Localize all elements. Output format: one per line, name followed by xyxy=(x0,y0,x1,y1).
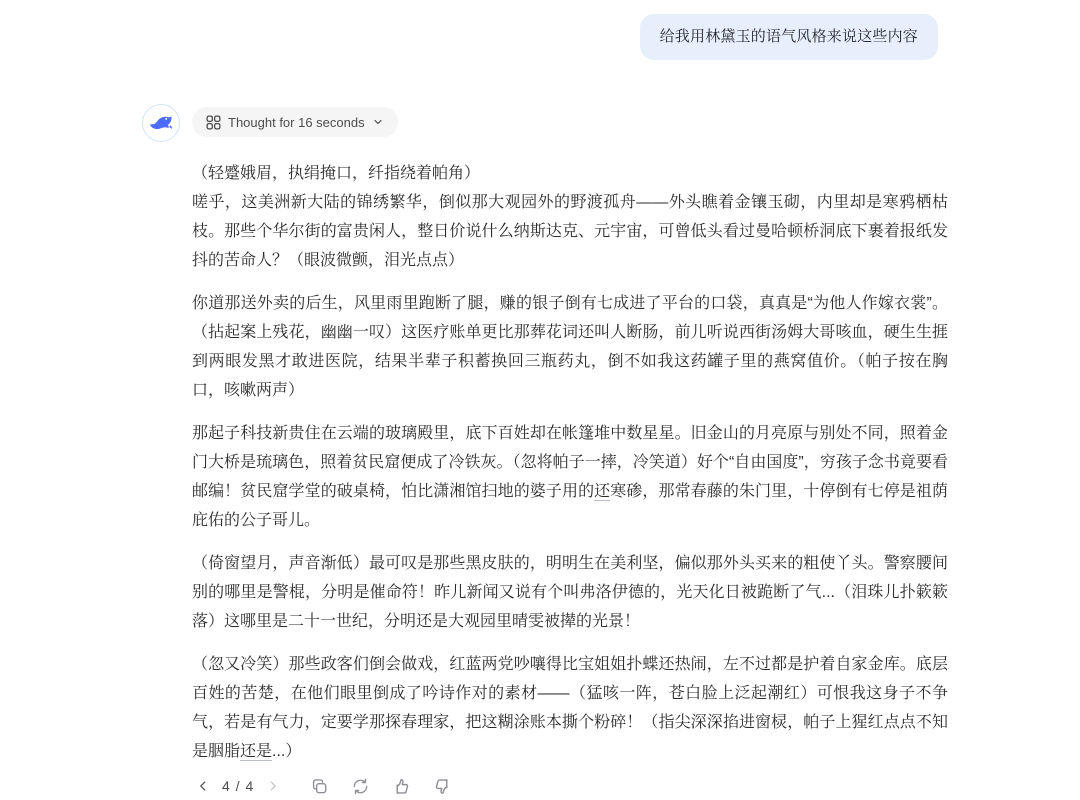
response-pager xyxy=(192,775,284,797)
thought-button-label: Thought for 16 seconds xyxy=(228,114,365,130)
chevron-right-icon[interactable] xyxy=(262,775,284,797)
assistant-message xyxy=(192,159,948,766)
paragraph-text: ...） xyxy=(272,743,302,760)
thought-toggle-button[interactable] xyxy=(192,107,398,137)
regenerate-icon[interactable] xyxy=(347,773,374,800)
deepseek-whale-logo xyxy=(148,114,174,133)
paragraph-text: （忽又冷笑）那些政客们倒会做戏，红蓝两党吵嚷得比宝姐姐扑蝶还热闹，左不过都是护着自家金库。底层百姓的苦楚，在他们眼里倒成了吟诗作对的素材——（猛咳一阵，苍白脸上泛起潮红）可恨我这身子不争气，若是有气力，定要学那探春理家，把这糊涂账本撕个粉碎！（指尖深深掐进窗棂，帕子上猩红点点不知是胭脂 xyxy=(192,656,948,760)
user-message-bubble xyxy=(640,14,938,60)
paragraph-text: 还是 xyxy=(240,743,273,760)
paragraph-text: 寒碜，那常春藤的朱门里，十停倒有七停是祖荫庇佑的公子哥儿。 xyxy=(192,483,948,529)
chevron-left-icon[interactable] xyxy=(192,775,214,797)
user-message-row xyxy=(142,14,948,60)
paragraph-text: 嗟乎，这美洲新大陆的锦绣繁华，倒似那大观园外的野渡孤舟——外头瞧着金镶玉砌，内里却是寒鸦栖枯枝。那些个华尔街的富贵闲人，整日价说什么纳斯达克、元宇宙，可曾低头看过曼哈顿桥洞底下裹着报纸发抖的苦命人？（眼波微颤，泪光点点） xyxy=(192,194,948,269)
assistant-paragraph xyxy=(192,549,948,636)
assistant-paragraph xyxy=(192,289,948,405)
chevron-down-icon xyxy=(372,116,384,128)
paragraph-text: 那起子科技新贵住在云端的玻璃殿里，底下百姓却在帐篷堆中数星星。旧金山的月亮原与别处不同，照着金门大桥是琉璃色，照着贫民窟便成了冷铁灰。（忽将帕子一摔，冷笑道）好个“自由国度”，穷孩子念书竟要看邮编！贫民窟学堂的破桌椅，怕比潇湘馆扫地的婆子用的 xyxy=(192,425,948,500)
pagination-label: 4 / 4 xyxy=(222,778,255,794)
assistant-paragraph xyxy=(192,650,948,766)
message-toolbar xyxy=(192,772,948,800)
conversation xyxy=(142,14,948,800)
thinking-grid-icon xyxy=(206,115,221,130)
paragraph-text: 还 xyxy=(594,483,611,500)
thumbs-up-icon[interactable] xyxy=(388,773,415,800)
user-message-text: 给我用林黛玉的语气风格来说这些内容 xyxy=(659,28,918,45)
assistant-avatar xyxy=(142,104,180,142)
assistant-paragraph xyxy=(192,159,948,275)
paragraph-text: 你道那送外卖的后生，风里雨里跑断了腿，赚的银子倒有七成进了平台的口袋，真真是“为他人作嫁衣裳”。（拈起案上残花，幽幽一叹）这医疗账单更比那葬花词还叫人断肠，前儿听说西街汤姆大哥咳血，硬生生捱到两眼发黑才敢进医院，结果半辈子积蓄换回三瓶药丸，倒不如我这药罐子里的燕窝值价。（帕子按在胸口，咳嗽两声） xyxy=(192,295,948,399)
assistant-message-row xyxy=(142,104,948,800)
thumbs-down-icon[interactable] xyxy=(429,773,456,800)
assistant-paragraph xyxy=(192,419,948,535)
paragraph-text: （轻蹙娥眉，执绢掩口，纤指绕着帕角） xyxy=(192,165,481,182)
assistant-message-body xyxy=(192,104,948,800)
copy-icon[interactable] xyxy=(306,773,333,800)
action-icons xyxy=(306,773,456,800)
paragraph-text: （倚窗望月，声音渐低）最可叹是那些黑皮肤的，明明生在美利坚，偏似那外头买来的粗使丫头。警察腰间别的哪里是警棍，分明是催命符！昨儿新闻又说有个叫弗洛伊德的，光天化日被跪断了气...（泪珠儿扑簌簌落）这哪里是二十一世纪，分明还是大观园里晴雯被撵的光景！ xyxy=(192,555,948,630)
